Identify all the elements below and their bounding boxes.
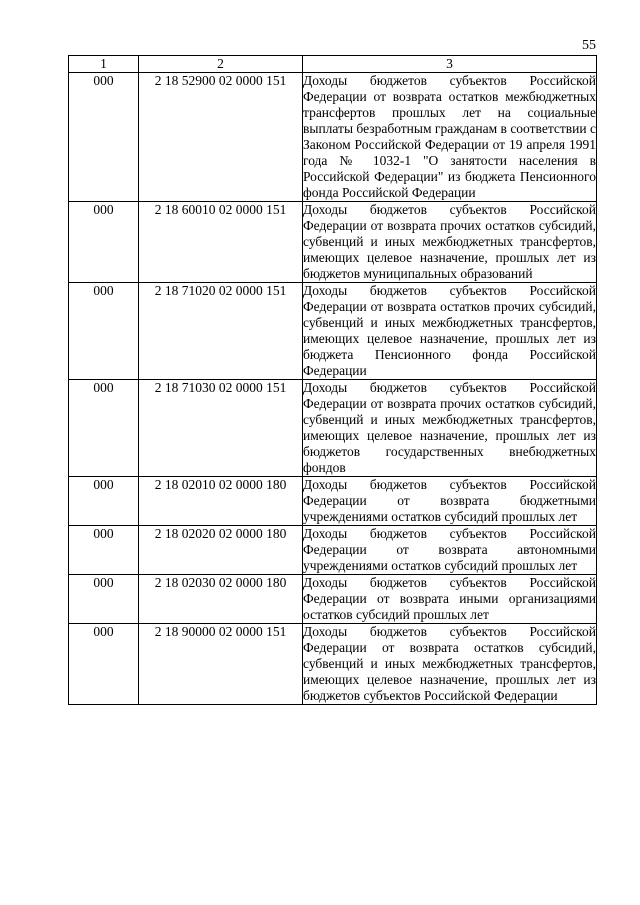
table-row (69, 575, 597, 624)
admin-code-cell: 000 (69, 202, 139, 283)
table-row (69, 477, 597, 526)
budget-code-cell: 2 18 71020 02 0000 151 (139, 283, 303, 380)
table-row (69, 526, 597, 575)
admin-code-cell: 000 (69, 624, 139, 705)
revenue-name-cell: Доходы бюджетов субъектов Российской Федерации от возврата иными организациями остатков субсидий прошлых лет (303, 575, 596, 622)
table-header-row (69, 56, 597, 73)
table-row (69, 73, 597, 202)
revenue-name-cell: Доходы бюджетов субъектов Российской Федерации от возврата прочих остатков субсидий, субвенций и иных межбюджетных трансфертов, имеющих целевое назначение, прошлых лет из бюджетов государственных внебюджетных фондов (303, 380, 596, 475)
column-header-2: 2 (139, 56, 303, 73)
budget-code-cell: 2 18 90000 02 0000 151 (139, 624, 303, 705)
revenue-name-cell: Доходы бюджетов субъектов Российской Федерации от возврата автономными учреждениями остатков субсидий прошлых лет (303, 526, 596, 573)
budget-code-cell: 2 18 52900 02 0000 151 (139, 73, 303, 202)
admin-code-cell: 000 (69, 73, 139, 202)
budget-code-cell: 2 18 60010 02 0000 151 (139, 202, 303, 283)
table-row (69, 624, 597, 705)
admin-code-cell: 000 (69, 477, 139, 526)
revenue-name-cell: Доходы бюджетов субъектов Российской Федерации от возврата остатков прочих субсидий, субвенций и иных межбюджетных трансфертов, имеющих целевое назначение, прошлых лет из бюджета Пенсионного фонда Российской Федерации (303, 283, 596, 378)
admin-code-cell: 000 (69, 283, 139, 380)
budget-code-cell: 2 18 02010 02 0000 180 (139, 477, 303, 526)
admin-code-cell: 000 (69, 526, 139, 575)
column-header-3: 3 (303, 56, 597, 73)
budget-classification-table (68, 55, 597, 705)
column-header-1: 1 (69, 56, 139, 73)
budget-code-cell: 2 18 71030 02 0000 151 (139, 380, 303, 477)
revenue-name-cell: Доходы бюджетов субъектов Российской Федерации от возврата остатков субсидий, субвенций и иных межбюджетных трансфертов, имеющих целевое назначение, прошлых лет из бюджетов субъектов Российской Федерации (303, 624, 596, 703)
budget-code-cell: 2 18 02030 02 0000 180 (139, 575, 303, 624)
admin-code-cell: 000 (69, 575, 139, 624)
table-row (69, 380, 597, 477)
page-number: 55 (582, 38, 596, 53)
budget-code-cell: 2 18 02020 02 0000 180 (139, 526, 303, 575)
table-row (69, 202, 597, 283)
revenue-name-cell: Доходы бюджетов субъектов Российской Федерации от возврата прочих остатков субсидий, субвенций и иных межбюджетных трансфертов, имеющих целевое назначение, прошлых лет из бюджетов муниципальных образований (303, 202, 596, 281)
revenue-name-cell: Доходы бюджетов субъектов Российской Федерации от возврата остатков межбюджетных трансфертов прошлых лет на социальные выплаты безработным гражданам в соответствии с Законом Российской Федерации от 19 апреля 1991 года № 1032-1 "О занятости населения в Российской Федерации" из бюджета Пенсионного фонда Российской Федерации (303, 73, 596, 200)
revenue-name-cell: Доходы бюджетов субъектов Российской Федерации от возврата бюджетными учреждениями остатков субсидий прошлых лет (303, 477, 596, 524)
table-row (69, 283, 597, 380)
admin-code-cell: 000 (69, 380, 139, 477)
